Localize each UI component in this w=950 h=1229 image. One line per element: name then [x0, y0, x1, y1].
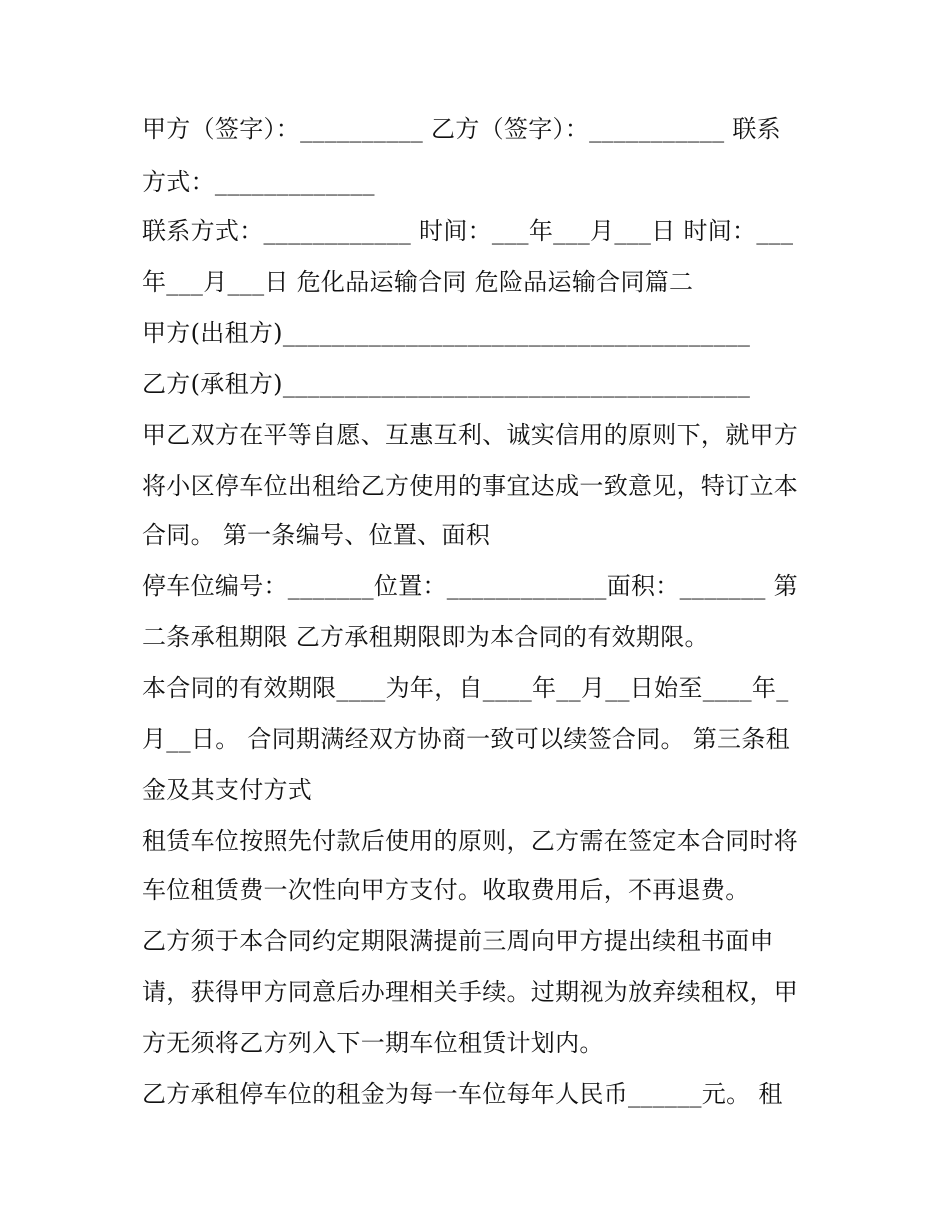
text-line: 甲乙双方在平等自愿、互惠互利、诚实信用的原则下，就甲方 — [142, 421, 799, 449]
text-line: 年___月___日 危化品运输合同 危险品运输合同篇二 — [142, 268, 694, 296]
text-line: 乙方须于本合同约定期限满提前三周向甲方提出续租书面申 — [142, 927, 774, 955]
text-line: 将小区停车位出租给乙方使用的事宜达成一致意见，特订立本 — [142, 472, 799, 500]
text-line: 停车位编号：_______位置：_____________面积：_______ 第 — [142, 572, 798, 600]
text-line: 甲方(出租方)______________________________________ — [142, 319, 751, 347]
text-line: 方式：_____________ — [142, 168, 375, 196]
text-line: 二条承租期限 乙方承租期限即为本合同的有效期限。 — [142, 623, 709, 651]
text-line: 乙方(承租方)______________________________________ — [142, 370, 751, 398]
text-line: 租赁车位按照先付款后使用的原则，乙方需在签定本合同时将 — [142, 827, 799, 855]
text-line: 联系方式：____________ 时间：___年___月___日 时间：___ — [142, 217, 794, 245]
text-line: 方无须将乙方列入下一期车位租赁计划内。 — [142, 1029, 604, 1057]
text-line: 车位租赁费一次性向甲方支付。收取费用后，不再退费。 — [142, 876, 750, 904]
text-line: 请，获得甲方同意后办理相关手续。过期视为放弃续租权，甲 — [142, 978, 799, 1006]
text-line: 金及其支付方式 — [142, 776, 313, 804]
text-line: 月__日。 合同期满经双方协商一致可以续签合同。 第三条租 — [142, 725, 790, 753]
text-line: 合同。 第一条编号、位置、面积 — [142, 521, 491, 549]
text-line: 本合同的有效期限____为年，自____年__月__日始至____年_ — [142, 674, 789, 702]
text-line: 乙方承租停车位的租金为每一车位每年人民币______元。 租 — [142, 1080, 783, 1108]
text-line: 甲方（签字）：__________ 乙方（签字）：___________ 联系 — [142, 115, 781, 143]
